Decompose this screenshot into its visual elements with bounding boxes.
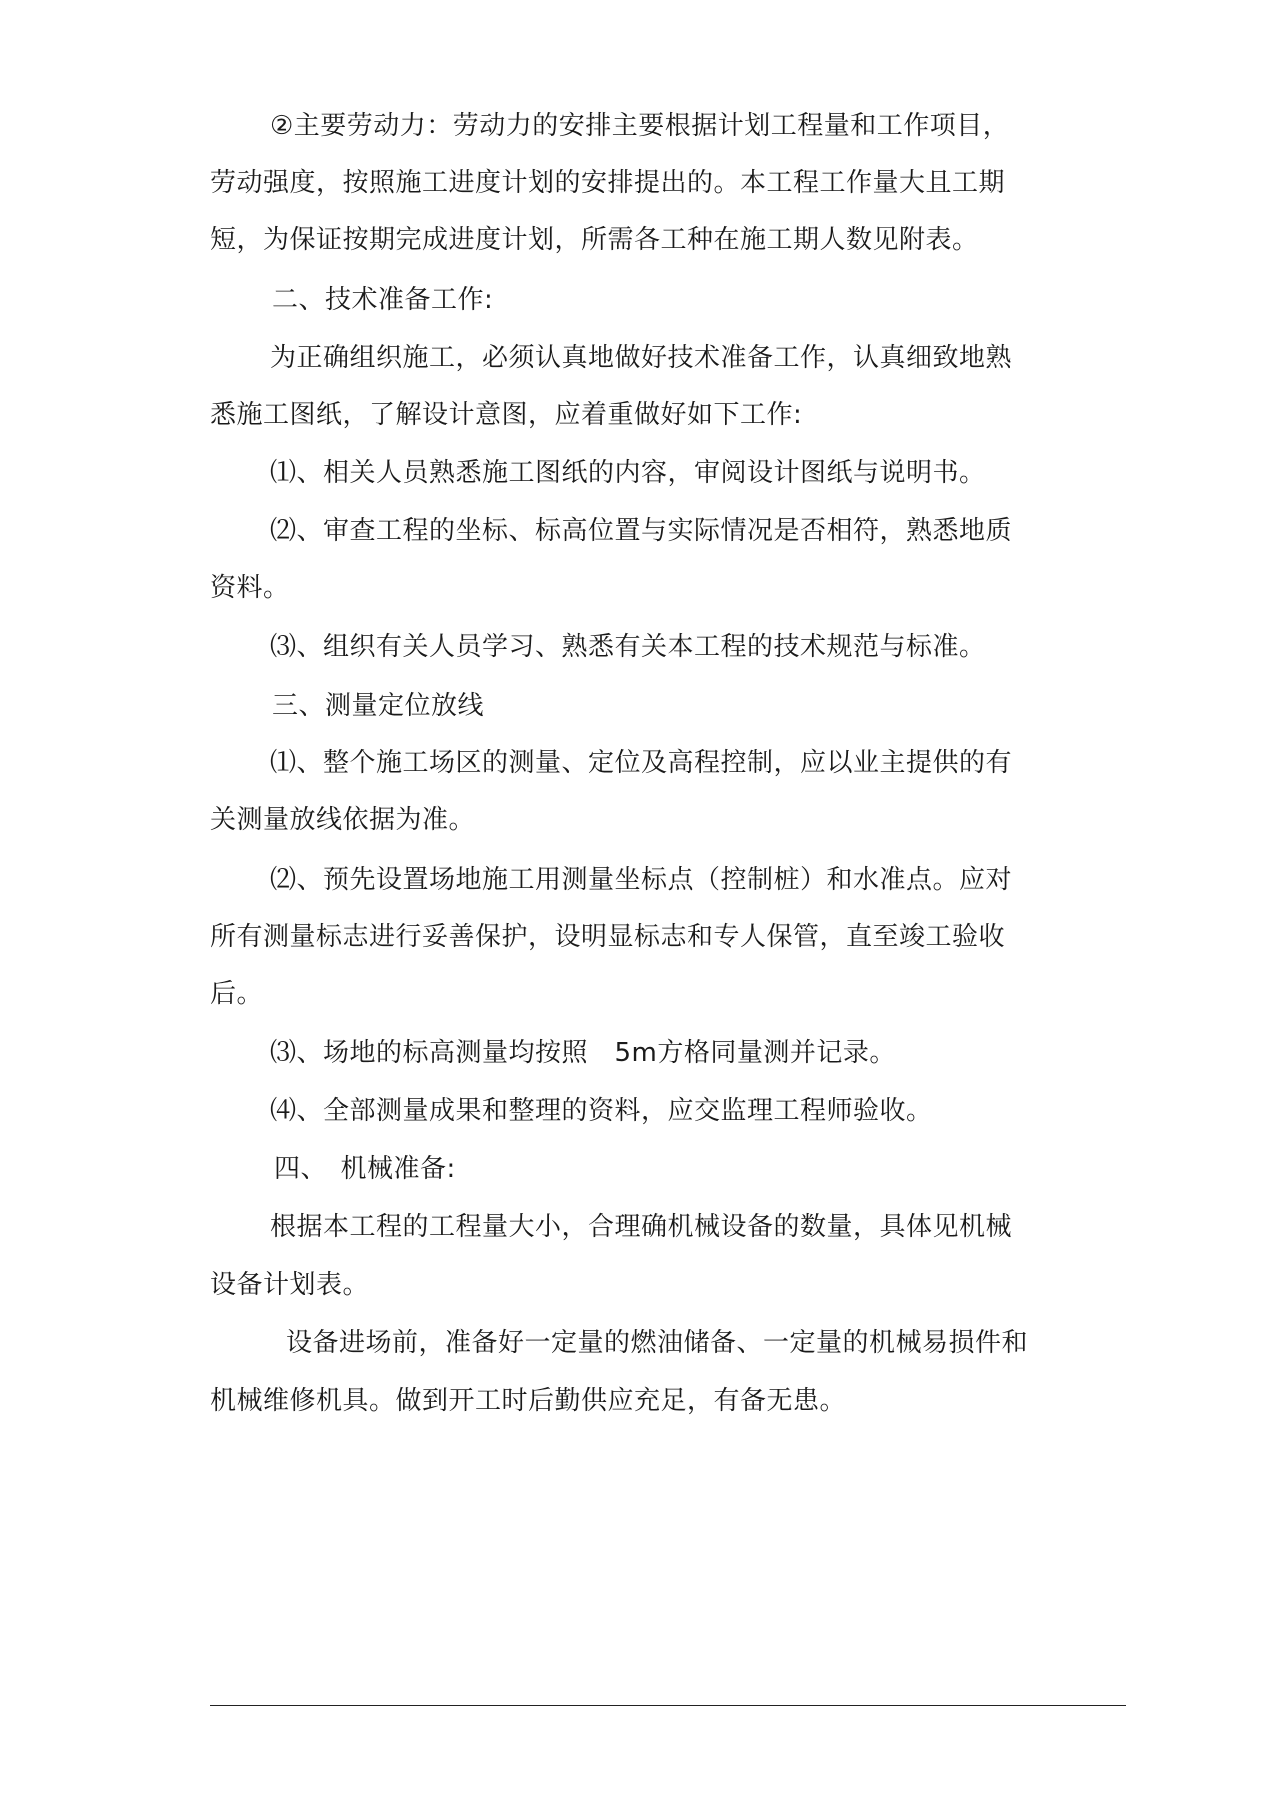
text-line: 根据本工程的工程量大小，合理确机械设备的数量，具体见机械 bbox=[270, 1212, 1013, 1242]
section-heading: 三、测量定位放线 bbox=[272, 691, 485, 721]
text-line: 设备进场前，准备好一定量的燃油储备、一定量的机械易损件和 bbox=[286, 1328, 1029, 1358]
list-item: ⑵、审查工程的坐标、标高位置与实际情况是否相符，熟悉地质 bbox=[270, 516, 1013, 546]
section-heading: 四、 机械准备: bbox=[274, 1154, 456, 1184]
text-line: 后。 bbox=[210, 979, 264, 1009]
text-line: 为正确组织施工，必须认真地做好技术准备工作，认真细致地熟 bbox=[270, 343, 1013, 373]
list-item: ⑷、全部测量成果和整理的资料，应交监理工程师验收。 bbox=[270, 1096, 933, 1126]
text-line: ②主要劳动力：劳动力的安排主要根据计划工程量和工作项目， bbox=[270, 111, 1010, 141]
text-line: 劳动强度，按照施工进度计划的安排提出的。本工程工作量大且工期 bbox=[210, 168, 1006, 198]
list-item: ⑶、场地的标高测量均按照 5m方格同量测并记录。 bbox=[270, 1038, 896, 1068]
text-line: 悉施工图纸，了解设计意图，应着重做好如下工作: bbox=[210, 400, 803, 430]
section-heading: 二、技术准备工作: bbox=[272, 285, 494, 315]
list-item: ⑶、组织有关人员学习、熟悉有关本工程的技术规范与标准。 bbox=[270, 632, 986, 662]
text-line: 关测量放线依据为准。 bbox=[210, 805, 476, 835]
footer-divider bbox=[210, 1705, 1126, 1706]
text-line: 短，为保证按期完成进度计划，所需各工种在施工期人数见附表。 bbox=[210, 225, 979, 255]
text-line: 资料。 bbox=[210, 573, 290, 603]
list-item: ⑴、相关人员熟悉施工图纸的内容，审阅设计图纸与说明书。 bbox=[270, 458, 986, 488]
list-item: ⑵、预先设置场地施工用测量坐标点（控制桩）和水准点。应对 bbox=[270, 865, 1013, 895]
text-line: 机械维修机具。做到开工时后勤供应充足，有备无患。 bbox=[210, 1386, 847, 1416]
text-line: 设备计划表。 bbox=[210, 1270, 370, 1300]
text-line: 所有测量标志进行妥善保护，设明显标志和专人保管，直至竣工验收 bbox=[210, 922, 1006, 952]
list-item: ⑴、整个施工场区的测量、定位及高程控制，应以业主提供的有 bbox=[270, 748, 1013, 778]
